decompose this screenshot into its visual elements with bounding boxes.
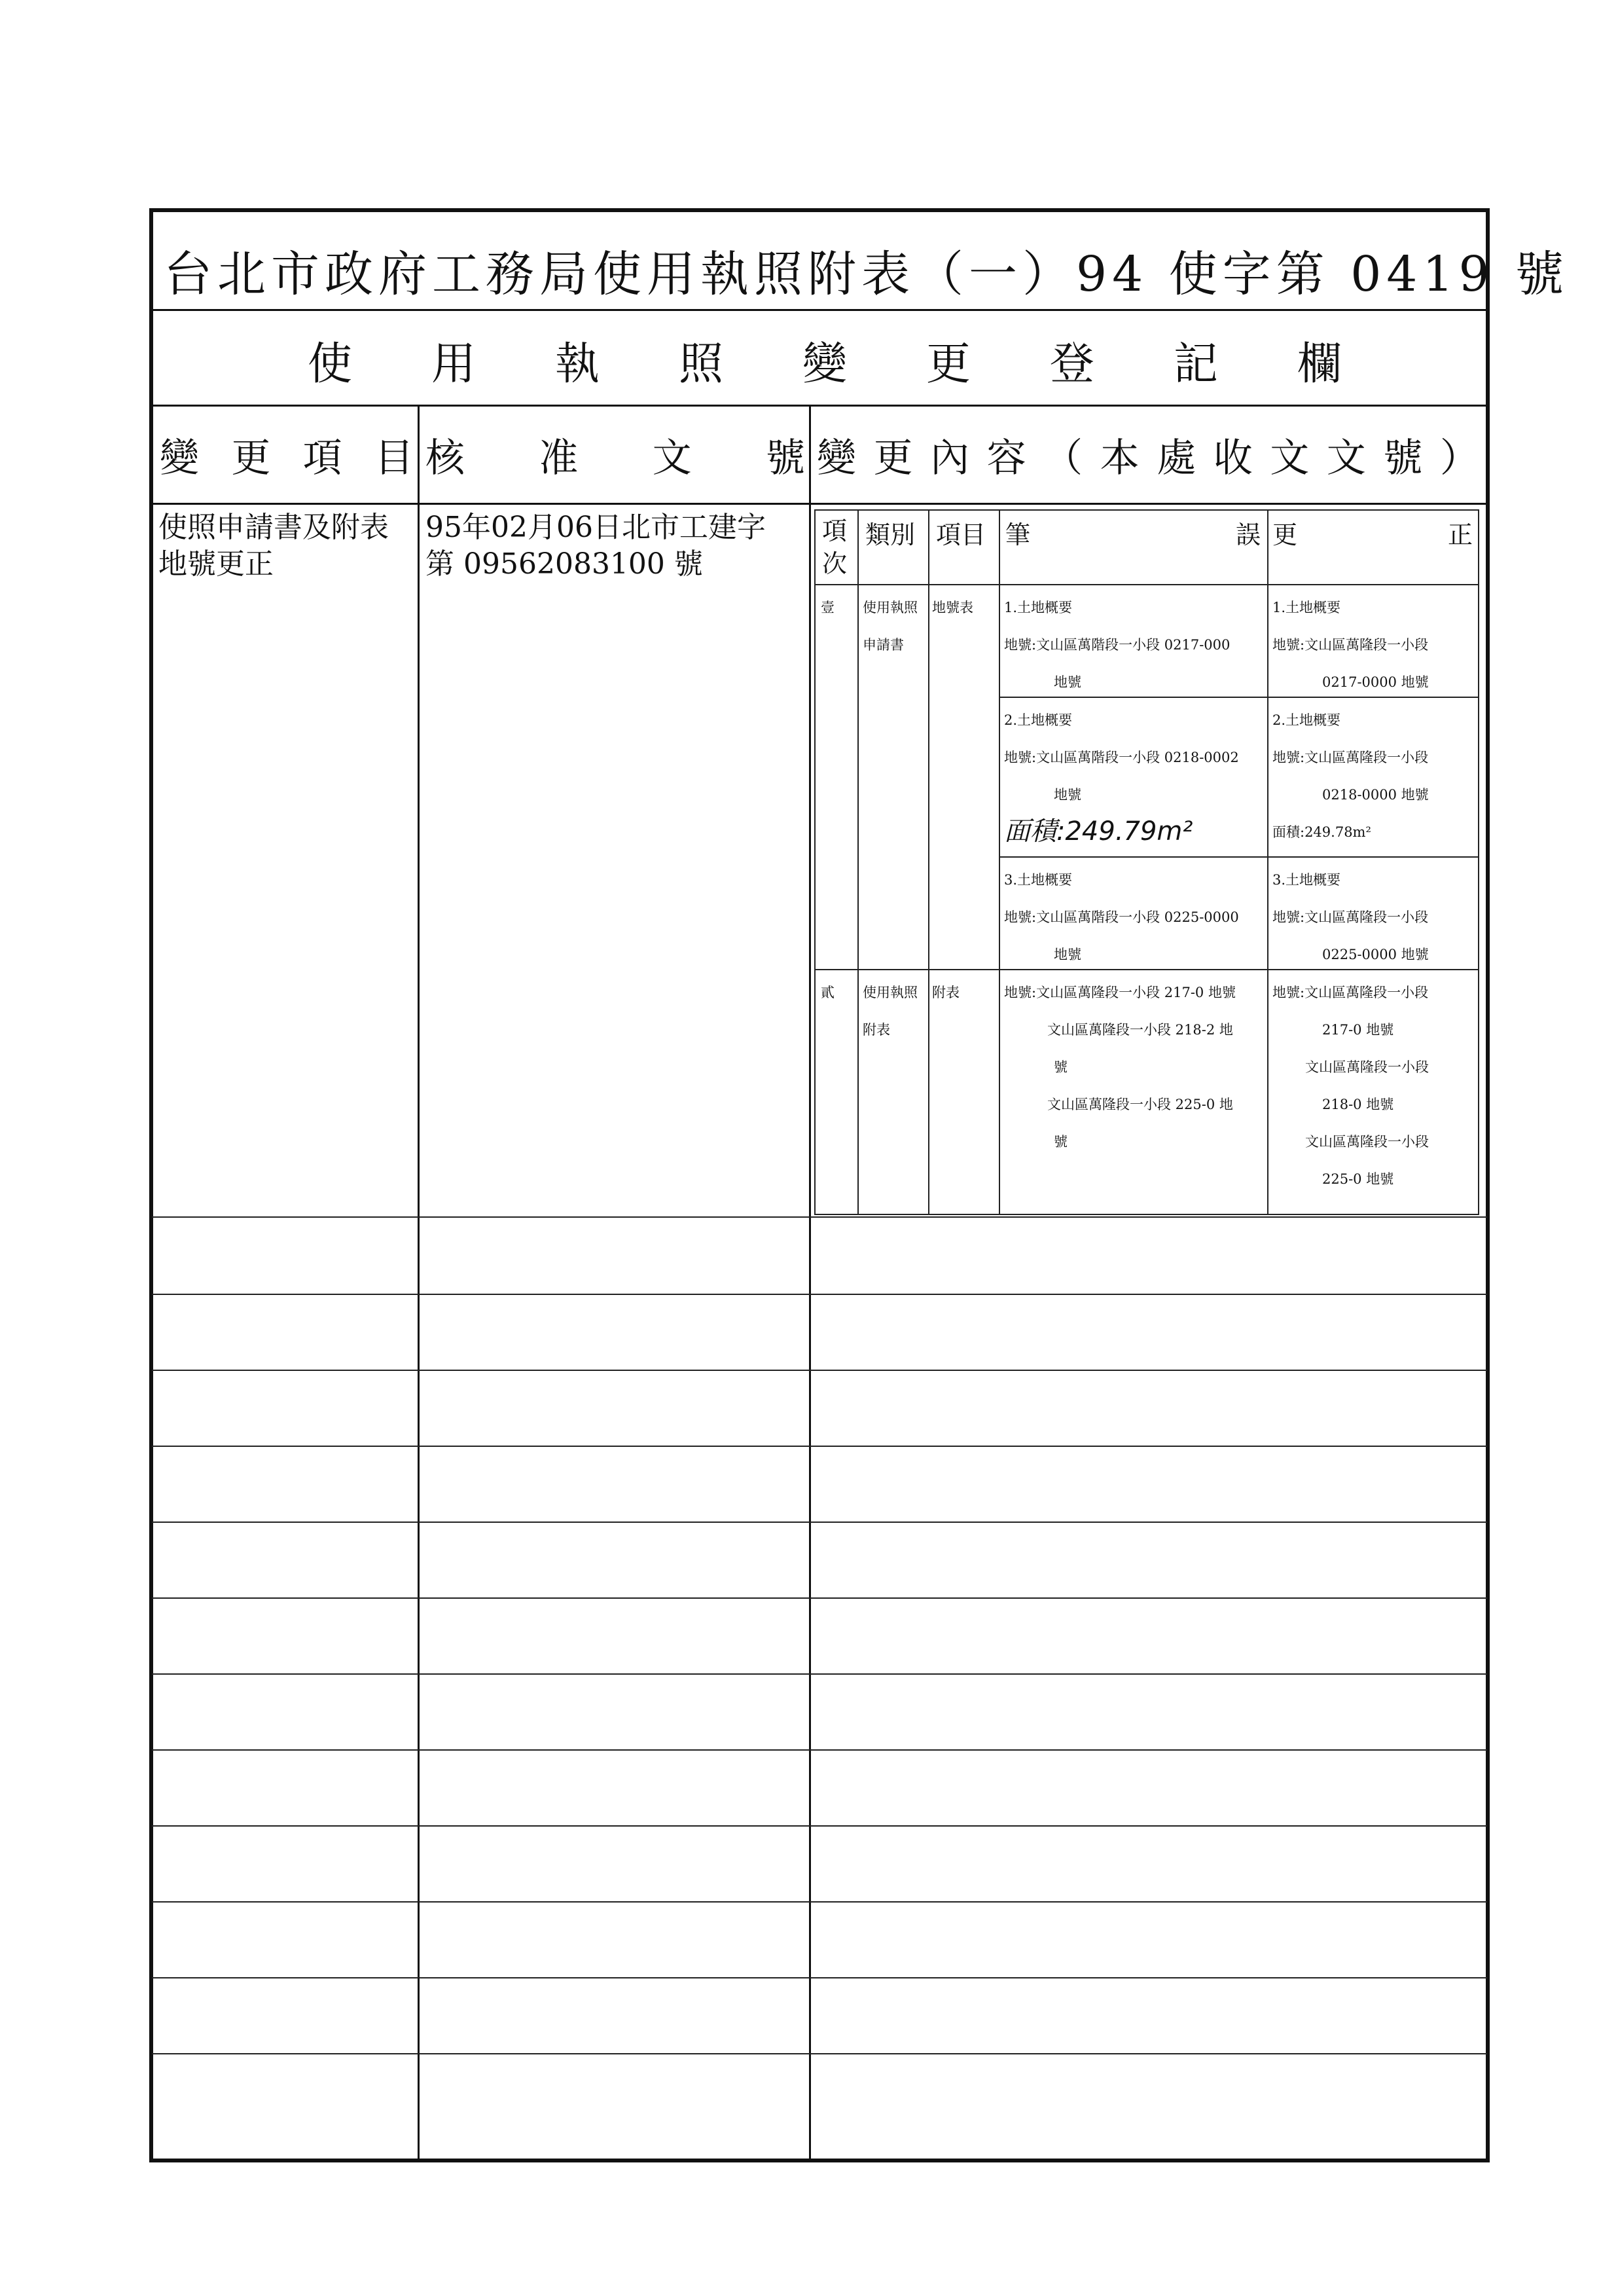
header-approval-doc: 核 准 文 號 <box>425 435 805 481</box>
subtable-border <box>814 1214 1479 1215</box>
divider <box>152 405 1487 407</box>
empty-row-line <box>152 1825 1487 1827</box>
subtable-divider <box>999 509 1000 1214</box>
subtable-divider <box>814 584 1479 585</box>
subheader-item: 項目 <box>936 520 986 549</box>
divider <box>152 309 1487 311</box>
entry-no: 壹 <box>821 600 835 615</box>
divider <box>152 503 1487 505</box>
subtable-divider <box>928 509 929 1214</box>
header-change-item: 變 更 項 目 <box>160 435 414 481</box>
subheader-correction: 更 正 <box>1272 520 1473 549</box>
subtable-divider <box>999 856 1479 858</box>
empty-row-line <box>152 2053 1487 2054</box>
handwritten-area-note: 面積:249.79m² <box>1004 816 1193 847</box>
error-cell: 3.土地概要 地號:文山區萬階段一小段 0225-0000 地號 <box>1004 872 1239 962</box>
empty-row-line <box>152 1370 1487 1371</box>
correction-cell: 3.土地概要 地號:文山區萬隆段一小段 0225-0000 地號 <box>1272 872 1429 962</box>
empty-row-line <box>152 1749 1487 1751</box>
record-change-item: 使照申請書及附表 地號更正 <box>158 511 389 581</box>
subtable-divider <box>857 509 859 1214</box>
empty-row-line <box>152 1294 1487 1295</box>
subtable-divider <box>1267 509 1268 1214</box>
column-divider <box>809 406 811 2160</box>
empty-row-line <box>152 1901 1487 1903</box>
subheader-error: 筆 誤 <box>1005 520 1261 549</box>
error-cell: 地號:文山區萬隆段一小段 217-0 地號 文山區萬隆段一小段 218-2 地 號 文山區萬隆段一小段 225-0 地 號 <box>1004 985 1236 1150</box>
subheader-category: 類別 <box>865 520 916 549</box>
empty-row-line <box>152 1673 1487 1675</box>
form-title: 台北市政府工務局使用執照附表（一）94 使字第 0419 號 <box>164 246 1570 302</box>
subheader-item-no: 項 次 <box>822 517 848 578</box>
entry-item: 附表 <box>932 985 960 1000</box>
header-change-content: 變 更 內 容 （ 本 處 收 文 文 號 ） <box>817 435 1479 481</box>
empty-row-line <box>152 1977 1487 1978</box>
section-title: 使 用 執 照 變 更 登 記 欄 <box>308 338 1342 390</box>
entry-item: 地號表 <box>932 600 973 615</box>
empty-row-line <box>152 1522 1487 1523</box>
empty-row-line <box>152 1597 1487 1599</box>
correction-cell: 2.土地概要 地號:文山區萬隆段一小段 0218-0000 地號 面積:249.78m² <box>1272 712 1429 840</box>
subtable-border <box>814 509 816 1214</box>
subtable-border <box>814 509 1479 511</box>
error-cell: 1.土地概要 地號:文山區萬階段一小段 0217-000 地號 <box>1004 600 1231 690</box>
column-divider <box>418 406 420 2160</box>
empty-row-line <box>152 1446 1487 1447</box>
record-approval-doc: 95年02月06日北市工建字 第 09562083100 號 <box>425 511 766 581</box>
empty-row-line <box>152 1216 1487 1218</box>
correction-cell: 1.土地概要 地號:文山區萬隆段一小段 0217-0000 地號 <box>1272 600 1429 690</box>
entry-category: 使用執照 申請書 <box>863 600 918 653</box>
subtable-border <box>1478 509 1479 1214</box>
correction-cell: 地號:文山區萬隆段一小段 217-0 地號 文山區萬隆段一小段 218-0 地號 文山區萬隆段一小段 225-0 地號 <box>1272 985 1429 1187</box>
error-cell: 2.土地概要 地號:文山區萬階段一小段 0218-0002 地號 <box>1004 712 1239 803</box>
entry-no: 貳 <box>821 985 835 1000</box>
entry-category: 使用執照 附表 <box>863 985 918 1038</box>
